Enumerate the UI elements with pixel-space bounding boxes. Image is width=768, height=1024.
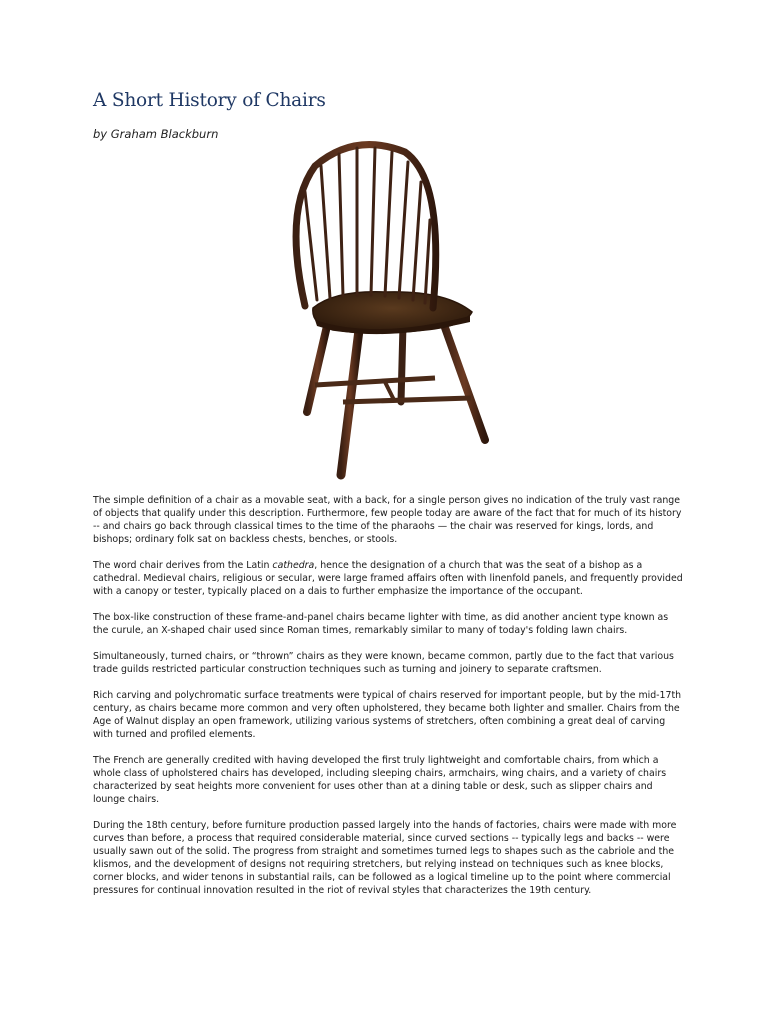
paragraph-2-text-end: , hence the designation of a church that was the seat of a bishop as a cathedral. Medieval chairs, religious or secular, were large framed affairs often with linenfold panels, and frequently provided with a canopy or tester, typically placed on a dais to further emphasize the importance of the occupant.	[93, 560, 683, 597]
author-byline: by Graham Blackburn	[93, 127, 219, 141]
page-title: A Short History of Chairs	[93, 90, 326, 111]
chair-illustration	[275, 140, 495, 480]
paragraph-2	[93, 559, 683, 598]
paragraph-2-text-start: The word chair derives from the Latin	[93, 560, 273, 571]
latin-term: cathedra	[272, 560, 315, 571]
paragraph-6: The French are generally credited with having developed the first truly lightweight and comfortable chairs, from which a whole class of upholstered chairs has developed, including sleeping chairs, armchairs, wing chairs, and a variety of chairs characterized by seat heights more convenient for uses other than at a dining table or desk, such as slipper chairs and lounge chairs.	[93, 755, 667, 805]
paragraph-5: Rich carving and polychromatic surface treatments were typical of chairs reserved for important people, but by the mid-17th century, as chairs became more common and very often upholstered, they became both lighter and smaller. Chairs from the Age of Walnut display an open framework, utilizing various systems of stretchers, often combining a great deal of carving with turned and profiled elements.	[93, 690, 682, 740]
article-body	[93, 494, 683, 910]
paragraph-3: The box-like construction of these frame-and-panel chairs became lighter with time, as did another ancient type known as the curule, an X-shaped chair used since Roman times, remarkably similar to many of today's folding lawn chairs.	[93, 612, 669, 636]
windsor-chair-image	[275, 140, 495, 480]
paragraph-7: During the 18th century, before furniture production passed largely into the hands of factories, chairs were made with more curves than before, a process that required considerable material, since curved sections -- typically legs and backs -- were usually sawn out of the solid. The progress from straight and sometimes turned legs to shapes such as the cabriole and the klismos, and the development of designs not requiring stretchers, but relying instead on techniques such as knee blocks, corner blocks, and wider tenons in substantial rails, can be followed as a logical timeline up to the point where commercial pressures for continual innovation resulted in the riot of revival styles that characterizes the 19th century.	[93, 820, 677, 896]
paragraph-4: Simultaneously, turned chairs, or “thrown” chairs as they were known, became common, partly due to the fact that various trade guilds restricted particular construction techniques such as turning and joinery to separate craftsmen.	[93, 651, 674, 675]
paragraph-1: The simple definition of a chair as a movable seat, with a back, for a single person gives no indication of the truly vast range of objects that qualify under this description. Furthermore, few people today are aware of the fact that for much of its history -- and chairs go back through classical times to the time of the pharaohs — the chair was reserved for kings, lords, and bishops; ordinary folk sat on backless chests, benches, or stools.	[93, 495, 682, 545]
